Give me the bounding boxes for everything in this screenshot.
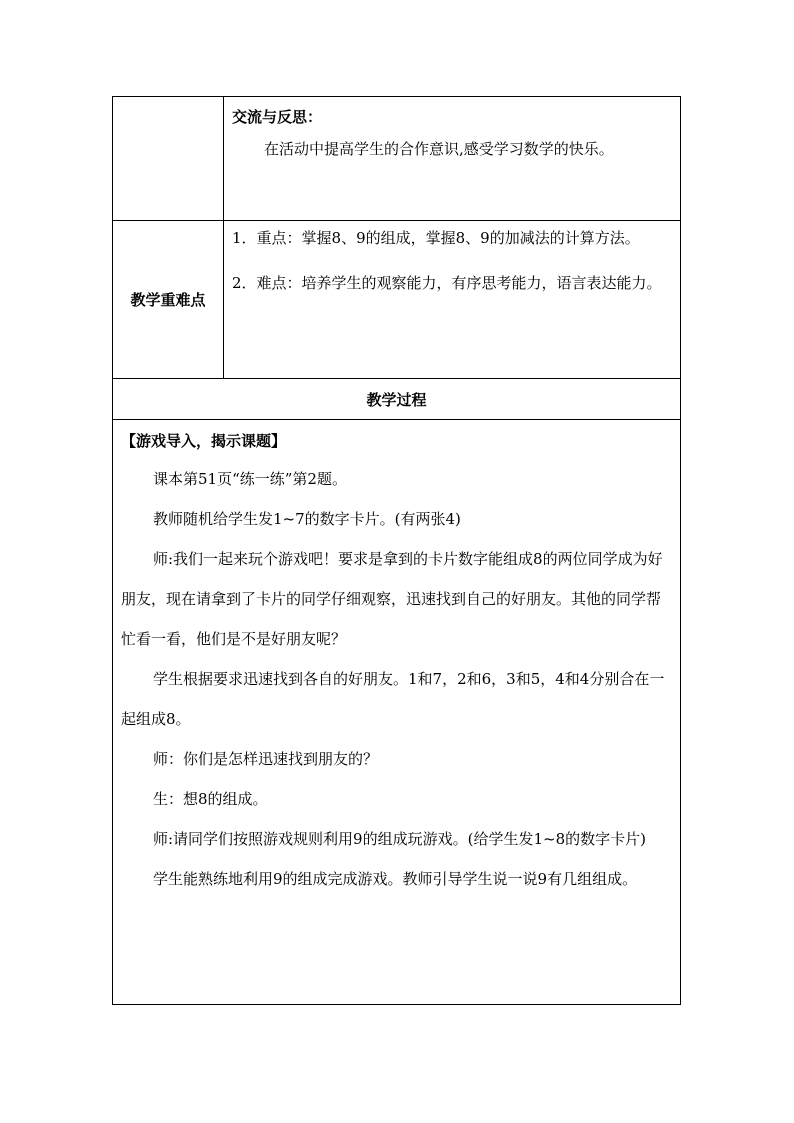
- process-paragraph: 师:我们一起来玩个游戏吧！要求是拿到的卡片数字能组成8的两位同学成为好朋友，现在请拿到了卡片的同学仔细观察，迅速找到自己的好朋友。其他的同学帮忙看一看，他们是不是好朋友呢？: [121, 550, 663, 648]
- process-paragraph: 学生根据要求迅速找到各自的好朋友。1和7，2和6，3和5，4和4分别合在一起组成8。: [121, 670, 665, 728]
- process-paragraph: 师：你们是怎样迅速找到朋友的？: [153, 750, 379, 768]
- process-paragraph: 生：想8的组成。: [153, 790, 268, 808]
- process-paragraph: 师:请同学们按照游戏规则利用9的组成玩游戏。(给学生发1~8的数字卡片): [153, 830, 646, 848]
- process-paragraph: 教师随机给学生发1~7的数字卡片。(有两张4): [153, 510, 461, 528]
- section-heading: 【游戏导入，揭示课题】: [121, 432, 287, 450]
- process-paragraph: 学生能熟练地利用9的组成完成游戏。教师引导学生说一说9有几组组成。: [153, 870, 638, 888]
- process-title-row: [113, 379, 681, 420]
- process-content-row: [113, 420, 681, 1005]
- process-title: 教学过程: [113, 379, 681, 420]
- lesson-plan-table: [112, 96, 681, 1005]
- empty-label-cell: [113, 97, 224, 221]
- key-points-cell: [224, 221, 681, 379]
- process-paragraph: 课本第51页“练一练”第2题。: [153, 470, 347, 488]
- process-content-cell: [113, 420, 681, 1005]
- reflection-row: [113, 97, 681, 221]
- key-points-label: 教学重难点: [113, 221, 224, 379]
- key-point-1: 1．重点：掌握8、9的组成，掌握8、9的加减法的计算方法。: [232, 229, 640, 247]
- reflection-body: 在活动中提高学生的合作意识,感受学习数学的快乐。: [264, 140, 614, 158]
- key-points-row: [113, 221, 681, 379]
- reflection-heading: 交流与反思：: [232, 108, 323, 126]
- reflection-cell: [224, 97, 681, 221]
- key-point-2: 2．难点：培养学生的观察能力，有序思考能力，语言表达能力。: [232, 274, 662, 292]
